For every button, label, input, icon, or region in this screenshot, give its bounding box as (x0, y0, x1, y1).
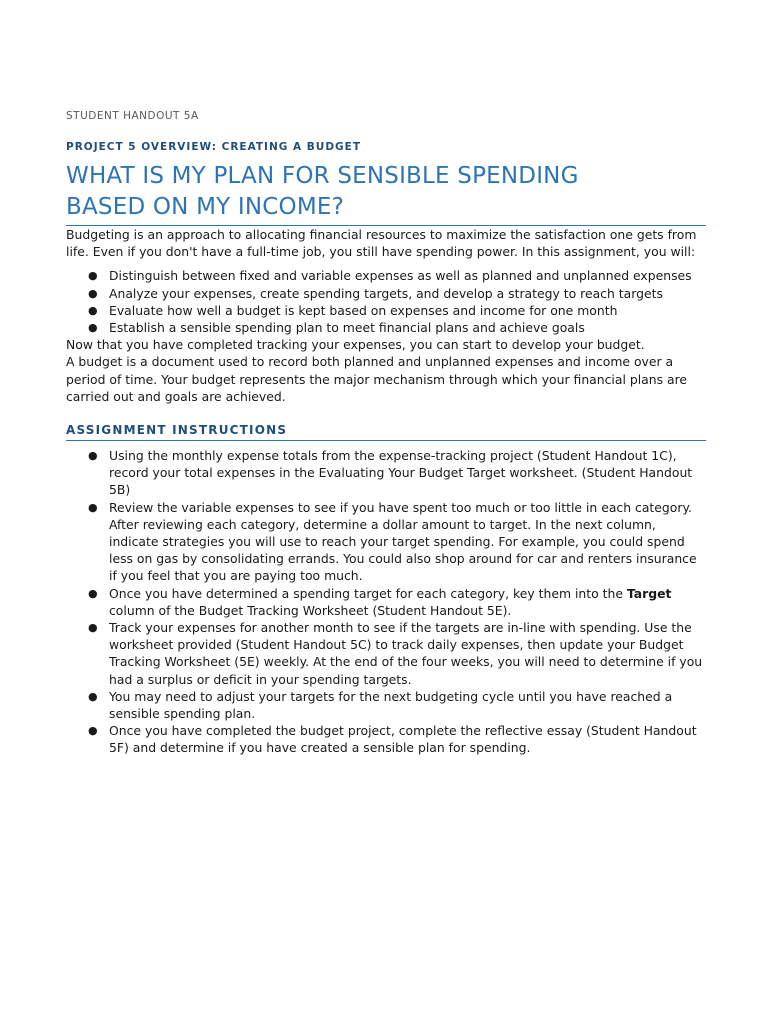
bullet-icon: ● (88, 500, 98, 514)
objectives-list (66, 267, 706, 336)
list-item (66, 267, 706, 284)
list-item-text: Review the variable expenses to see if you have spent too much or too little in each category. After reviewing each category, determine a dollar amount to target. In the next column, indicate strategies you will use to reach your target spending. For example, you could spend less on gas by consolidating errands. You could also shop around for car and renters insurance if you feel that you are paying too much. (109, 499, 697, 584)
list-item (66, 499, 706, 585)
bullet-icon: ● (88, 269, 98, 283)
target-keyword: Target (626, 585, 672, 601)
list-item (66, 722, 706, 756)
list-item-text: Evaluate how well a budget is kept based on expenses and income for one month (109, 302, 618, 318)
project-label: PROJECT 5 OVERVIEW: CREATING A BUDGET (66, 141, 362, 153)
assignment-heading: ASSIGNMENT INSTRUCTIONS (66, 421, 706, 441)
list-item (66, 585, 706, 619)
list-item-text: Using the monthly expense totals from the expense-tracking project (Student Handout 1C), record your total expenses in the Evaluating Your Budget Target worksheet. (Student Handout 5B) (109, 448, 693, 498)
intro-paragraph: Budgeting is an approach to allocating financial resources to maximize the satisfaction one gets from life. Even if you don't have a full-time job, you still have spending power. In this assignment, you will: (66, 227, 697, 260)
list-item (66, 619, 706, 688)
bullet-icon: ● (88, 286, 98, 300)
bullet-icon: ● (88, 689, 98, 703)
list-item-text: Analyze your expenses, create spending targets, and develop a strategy to reach targets (109, 285, 663, 301)
list-item-text: Once you have completed the budget project, complete the reflective essay (Student Handout 5F) and determine if you have created a sensible plan for spending. (109, 723, 697, 756)
bullet-icon: ● (88, 321, 98, 335)
list-item (66, 302, 706, 319)
page-content (66, 108, 706, 757)
bullet-icon: ● (88, 303, 98, 317)
page-title-line1: WHAT IS MY PLAN FOR SENSIBLE SPENDING (66, 163, 579, 189)
budget-paragraph: A budget is a document used to record both planned and unplanned expenses and income over a period of time. Your budget represents the major mechanism through which your financial plans are carried out and goals are achieved. (66, 354, 688, 404)
list-item-text: You may need to adjust your targets for the next budgeting cycle until you have reached a sensible spending plan. (109, 688, 673, 722)
list-item-text: Distinguish between fixed and variable expenses as well as planned and unplanned expenses (109, 268, 692, 284)
handout-label: STUDENT HANDOUT 5A (66, 110, 199, 122)
page-title (66, 161, 706, 226)
list-item-text: Establish a sensible spending plan to meet financial plans and achieve goals (109, 320, 585, 336)
list-item-text: Track your expenses for another month to see if the targets are in-line with spending. Use the worksheet provided (Student Handout 5C) to track daily expenses, then update your Budget Tracking Worksheet (5E) weekly. At the end of the four weeks, you will need to determine if you had a surplus or deficit in your spending targets. (109, 620, 703, 687)
bullet-icon: ● (88, 621, 98, 635)
list-item (66, 447, 706, 499)
list-item (66, 688, 706, 722)
now-paragraph: Now that you have completed tracking your expenses, you can start to develop your budget. (66, 337, 645, 353)
list-item-text-after: column of the Budget Tracking Worksheet (Student Handout 5E). (109, 602, 512, 618)
list-item-text-before: Once you have determined a spending target for each category, key them into the (109, 585, 627, 601)
page-title-line2: BASED ON MY INCOME? (66, 194, 345, 220)
bullet-icon: ● (88, 724, 98, 738)
list-item (66, 285, 706, 302)
list-item (66, 319, 706, 336)
instructions-list (66, 447, 706, 757)
bullet-icon: ● (88, 586, 98, 600)
bullet-icon: ● (88, 449, 98, 463)
